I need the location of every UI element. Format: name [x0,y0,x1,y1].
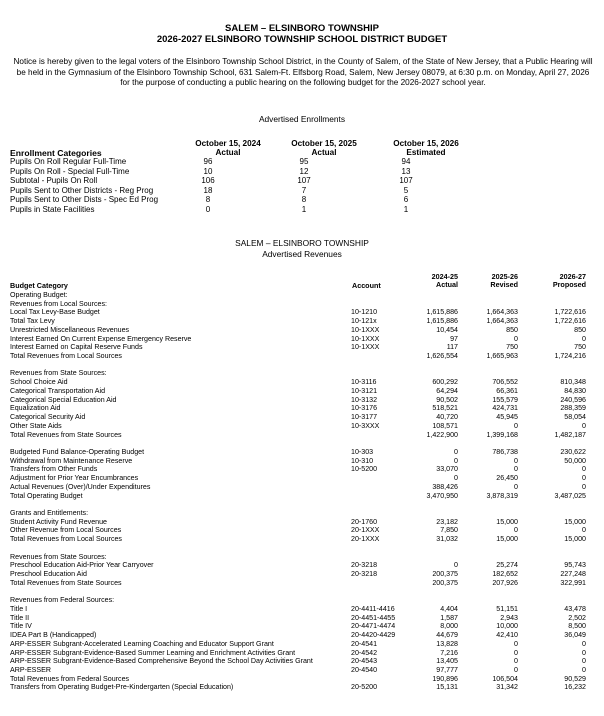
budget-category: Total Revenues from Federal Sources [10,674,130,683]
enrollment-col-header-2024 [178,139,278,157]
amount-2024-25: 33,070 [436,465,458,474]
account-number: 10-1XXX [351,325,380,334]
account-number: 10-303 [351,447,374,456]
enrollment-row-label: Pupils Sent to Other Districts - Reg Prog [10,185,154,195]
budget-category: Title II [10,613,30,622]
enrollment-value: 107 [399,176,413,186]
budget-category: Preschool Education Aid [10,570,87,579]
amount-2025-26: 42,410 [496,631,518,640]
amount-2025-26: 0 [514,665,518,674]
enrollment-row [10,167,490,176]
amount-2024-25: 600,292 [432,378,458,387]
budget-category: Revenues from State Sources: [10,552,107,561]
budget-category: ARP-ESSER [10,665,51,674]
amount-2024-25: 0 [454,447,458,456]
budget-row [10,474,590,482]
budget-row [10,631,590,639]
amount-2024-25: 1,587 [440,613,458,622]
account-number: 20-4541 [351,639,378,648]
amount-2026-27: 0 [582,474,586,483]
enrollment-value: 106 [201,176,215,186]
budget-row [10,640,590,648]
amount-2025-26: 0 [514,526,518,535]
enrollment-value: 95 [299,157,309,166]
amount-2024-25: 13,405 [436,657,458,666]
budget-category: Other State Aids [10,421,62,430]
amount-2024-25: 31,032 [436,535,458,544]
amount-2024-25: 13,828 [436,639,458,648]
budget-row [10,649,590,657]
amount-2026-27: 0 [582,648,586,657]
budget-row [10,413,590,421]
budget-row [10,518,590,526]
amount-2026-27: 0 [582,465,586,474]
enrollment-value: 0 [205,205,211,214]
amount-2025-26: 15,000 [496,517,518,526]
budget-row [10,535,590,543]
amount-2025-26: 1,664,363 [486,308,518,317]
amount-2026-27: 95,743 [564,561,586,570]
enrollment-row-label: Pupils On Roll - Special Full-Time [10,166,130,176]
amount-2026-27: 1,724,216 [554,352,586,361]
budget-category: Actual Revenues (Over)/Under Expenditures [10,482,151,491]
account-number: 10-1210 [351,308,378,317]
budget-row [10,622,590,630]
budget-row [10,465,590,473]
enrollment-col-header-2025 [274,139,374,157]
budget-row [10,308,590,316]
amount-2025-26: 0 [514,657,518,666]
budget-row [10,509,590,517]
public-hearing-notice: Notice is hereby given to the legal voters of the Elsinboro Township School District, in the County of Salem, of the State of New Jersey, that a Public Hearing will be held in the Gymnasium of the Elsinboro Township School, 631 Salem-Ft. Elfsborg Road, Salem, New Jersey 08079, at 6:30 p.m. on Monday, April 27, 2026 for the purpose of conducting a public hearing on the following budget for the 2026-2027 school year. [13,57,593,88]
account-number: 20-3218 [351,570,378,579]
budget-category: ARP-ESSER Subgrant-Evidence-Based Summer Learning and Enrichment Activities Grant [10,648,296,657]
budget-category: Title IV [10,622,32,631]
enrollment-value: 1 [403,205,409,214]
amount-2025-26: 182,652 [492,570,518,579]
amount-2026-27: 240,596 [560,395,586,404]
budget-row [10,431,590,439]
budget-category: IDEA Part B (Handicapped) [10,631,97,640]
col-year: 2025-26 [491,272,518,281]
budget-category: ARP-ESSER Subgrant-Accelerated Learning Coaching and Educator Support Grant [10,639,274,648]
amount-2025-26: 0 [514,465,518,474]
budget-category: Total Tax Levy [10,317,55,326]
spacer-row [10,500,590,508]
amount-2025-26: 706,552 [492,378,518,387]
enrollment-value: 96 [203,157,213,166]
amount-2026-27: 810,348 [560,378,586,387]
account-number: 20-4471-4474 [351,622,396,631]
amount-2025-26: 0 [514,421,518,430]
budget-row [10,570,590,578]
enrollment-col-date: October 15, 2024 [195,139,261,148]
account-number: 10-310 [351,456,374,465]
spacer-row [10,544,590,552]
budget-category-header: Budget Category [10,281,68,290]
amount-2025-26: 25,274 [496,561,518,570]
amount-2025-26: 45,945 [496,413,518,422]
enrollment-value: 8 [205,195,211,205]
amount-2024-25: 7,216 [440,648,458,657]
budget-category: Adjustment for Prior Year Encumbrances [10,474,139,483]
budget-row [10,492,590,500]
budget-row [10,422,590,430]
col-year: 2024-25 [431,272,458,281]
col-2024-25-header [432,273,458,289]
amount-2026-27: 0 [582,657,586,666]
amount-2025-26: 207,926 [492,578,518,587]
budget-row [10,396,590,404]
enrollment-value: 8 [301,195,307,205]
amount-2024-25: 10,454 [436,325,458,334]
account-number: 20-4411-4416 [351,604,395,613]
amount-2024-25: 518,521 [432,404,458,413]
budget-category: Student Activity Fund Revenue [10,517,108,526]
budget-category: Revenues from State Sources: [10,369,107,378]
amount-2025-26: 0 [514,456,518,465]
amount-2026-27: 58,054 [564,413,586,422]
budget-category: Categorical Special Education Aid [10,395,117,404]
budget-row [10,666,590,674]
account-number: 10-3177 [351,413,378,422]
budget-category: Total Revenues from State Sources [10,578,122,587]
amount-2024-25: 23,182 [436,517,458,526]
budget-category: Interest Earned on Capital Reserve Funds [10,343,143,352]
budget-row [10,326,590,334]
enrollment-row [10,157,490,166]
budget-row [10,526,590,534]
amount-2026-27: 43,478 [564,604,586,613]
amount-2024-25: 8,000 [440,622,458,631]
amount-2024-25: 40,720 [436,413,458,422]
budget-category: Preschool Education Aid-Prior Year Carryover [10,561,154,570]
amount-2025-26: 1,399,168 [486,430,518,439]
amount-2026-27: 50,000 [564,456,586,465]
amount-2024-25: 7,850 [440,526,458,535]
budget-category: Transfers from Operating Budget-Pre-Kindergarten (Special Education) [10,683,234,692]
account-number: 20-1760 [351,517,378,526]
budget-category: ARP-ESSER Subgrant-Evidence-Based Comprehensive Beyond the School Day Activities Grant [10,657,313,666]
enrollment-value: 18 [203,185,213,195]
enrollment-value: 12 [299,166,309,176]
amount-2026-27: 1,482,187 [554,430,586,439]
enrollment-row [10,186,490,195]
enrollment-value: 10 [203,166,213,176]
enrollment-value: 1 [301,205,307,214]
budget-row [10,657,590,665]
amount-2026-27: 230,622 [560,447,586,456]
amount-2026-27: 0 [582,334,586,343]
amount-2026-27: 84,830 [564,386,586,395]
enrollment-row [10,176,490,185]
budget-category: Categorical Security Aid [10,413,86,422]
amount-2026-27: 0 [582,421,586,430]
budget-title: 2026-2027 ELSINBORO TOWNSHIP SCHOOL DISTRICT BUDGET [156,34,448,45]
budget-category: Categorical Transportation Aid [10,386,106,395]
amount-2024-25: 0 [454,474,458,483]
amount-2025-26: 750 [506,343,518,352]
budget-row [10,291,590,299]
enrollment-row [10,195,490,204]
amount-2025-26: 0 [514,648,518,657]
budget-category: Total Revenues from Local Sources [10,535,122,544]
budget-category: School Choice Aid [10,378,68,387]
amount-2025-26: 26,450 [496,474,518,483]
amount-2024-25: 4,404 [440,604,458,613]
amount-2025-26: 51,151 [496,604,518,613]
enrollment-value: 94 [401,157,411,166]
account-number: 20-3218 [351,561,378,570]
amount-2024-25: 190,896 [432,674,458,683]
col-2025-26-header [490,273,518,289]
account-number: 10-121x [351,317,377,326]
budget-row [10,343,590,351]
spacer-row [10,587,590,595]
amount-2024-25: 1,626,554 [426,352,458,361]
col-2026-27-header [553,273,586,289]
col-type: Actual [436,280,458,289]
amount-2026-27: 90,529 [564,674,586,683]
enrollment-value: 7 [301,185,307,195]
account-number: 10-3132 [351,395,378,404]
amount-2024-25: 200,375 [432,578,458,587]
budget-category: Local Tax Levy-Base Budget [10,308,100,317]
amount-2024-25: 1,422,900 [426,430,458,439]
budget-row [10,457,590,465]
amount-2026-27: 750 [574,343,586,352]
amount-2024-25: 44,679 [436,631,458,640]
account-number: 10-1XXX [351,334,380,343]
amount-2024-25: 108,571 [432,421,458,430]
revenues-district-title: SALEM – ELSINBORO TOWNSHIP [235,238,369,248]
amount-2025-26: 0 [514,639,518,648]
amount-2025-26: 15,000 [496,535,518,544]
amount-2026-27: 322,991 [560,578,586,587]
amount-2026-27: 3,487,025 [554,491,586,500]
amount-2026-27: 0 [582,639,586,648]
account-number: 20-5200 [351,683,378,692]
account-number: 20-4543 [351,657,378,666]
budget-category: Revenues from Local Sources: [10,299,107,308]
budget-category: Total Revenues from State Sources [10,430,122,439]
budget-row [10,300,590,308]
account-number: 10-3XXX [351,421,380,430]
enrollment-col-date: October 15, 2026 [393,139,459,148]
amount-2026-27: 16,232 [564,683,586,692]
budget-category: Total Operating Budget [10,491,83,500]
amount-2025-26: 424,731 [492,404,518,413]
amount-2025-26: 155,579 [492,395,518,404]
spacer-row [10,361,590,369]
amount-2024-25: 15,131 [436,683,458,692]
budget-category: Transfers from Other Funds [10,465,98,474]
amount-2026-27: 0 [582,665,586,674]
enrollment-value: 5 [403,185,409,195]
enrollment-row-label: Pupils On Roll Regular Full-Time [10,157,127,166]
amount-2024-25: 0 [454,456,458,465]
budget-category: Other Revenue from Local Sources [10,526,122,535]
amount-2025-26: 66,361 [496,386,518,395]
amount-2026-27: 0 [582,526,586,535]
amount-2026-27: 1,722,616 [554,317,586,326]
budget-row [10,605,590,613]
account-number: 10-5200 [351,465,378,474]
budget-row [10,448,590,456]
col-type: Revised [490,280,518,289]
enrollment-col-type: Actual [311,148,337,157]
budget-category: Interest Earned On Current Expense Emergency Reserve [10,334,192,343]
budget-category: Revenues from Federal Sources: [10,596,115,605]
amount-2025-26: 786,738 [492,447,518,456]
amount-2026-27: 8,500 [568,622,586,631]
enrollment-col-type: Actual [215,148,241,157]
amount-2026-27: 288,359 [560,404,586,413]
account-number: 20-4420-4429 [351,631,396,640]
budget-category: Withdrawal from Maintenance Reserve [10,456,133,465]
amount-2024-25: 1,615,886 [426,308,458,317]
enrollments-heading: Advertised Enrollments [258,114,346,124]
enrollment-col-header-2026 [376,139,476,157]
amount-2024-25: 3,470,950 [426,491,458,500]
enrollment-value: 13 [401,166,411,176]
amount-2024-25: 0 [454,561,458,570]
amount-2024-25: 97 [450,334,458,343]
amount-2025-26: 2,943 [500,613,518,622]
amount-2025-26: 106,504 [492,674,518,683]
amount-2026-27: 2,502 [568,613,586,622]
enrollment-value: 6 [403,195,409,205]
account-number: 10-3121 [351,386,378,395]
amount-2025-26: 0 [514,334,518,343]
account-number: 20-1XXX [351,526,380,535]
budget-row [10,378,590,386]
budget-row [10,596,590,604]
budget-row [10,335,590,343]
account-number: 20-4540 [351,665,378,674]
budget-row [10,614,590,622]
amount-2026-27: 15,000 [564,535,586,544]
budget-row [10,387,590,395]
amount-2025-26: 0 [514,482,518,491]
amount-2025-26: 1,664,363 [486,317,518,326]
amount-2024-25: 64,294 [436,386,458,395]
account-header: Account [352,281,381,290]
amount-2024-25: 97,777 [436,665,458,674]
amount-2024-25: 117 [446,343,458,352]
col-type: Proposed [552,280,586,289]
enrollment-row-label: Pupils in State Facilities [10,205,95,214]
budget-row [10,553,590,561]
budget-row [10,352,590,360]
enrollment-row [10,205,490,214]
amount-2026-27: 850 [574,325,586,334]
enrollment-categories-header: Enrollment Categories [10,148,102,158]
amount-2024-25: 200,375 [432,570,458,579]
budget-category: Operating Budget: [10,291,68,299]
amount-2026-27: 36,049 [564,631,586,640]
account-number: 10-3116 [351,378,377,387]
enrollment-col-date: October 15, 2025 [291,139,357,148]
revenues-heading: Advertised Revenues [262,249,342,259]
budget-category: Budgeted Fund Balance-Operating Budget [10,447,145,456]
amount-2025-26: 31,342 [496,683,518,692]
budget-category: Total Revenues from Local Sources [10,352,122,361]
budget-category: Unrestricted Miscellaneous Revenues [10,325,130,334]
budget-row [10,369,590,377]
budget-category: Equalization Aid [10,404,61,413]
budget-row [10,317,590,325]
amount-2026-27: 15,000 [564,517,586,526]
account-number: 10-1XXX [351,343,380,352]
budget-row [10,675,590,683]
account-number: 20-4451-4455 [351,613,396,622]
enrollment-value: 107 [297,176,311,186]
amount-2025-26: 850 [506,325,518,334]
budget-row [10,683,590,691]
account-number: 10-3176 [351,404,378,413]
account-number: 20-4542 [351,648,378,657]
enrollment-row-label: Pupils Sent to Other Dists - Spec Ed Prog [10,195,159,205]
district-title: SALEM – ELSINBORO TOWNSHIP [225,23,379,34]
amount-2025-26: 1,665,963 [486,352,518,361]
spacer-row [10,439,590,447]
account-number: 20-1XXX [351,535,380,544]
col-year: 2026-27 [559,272,586,281]
budget-category: Grants and Entitlements: [10,509,89,517]
budget-category: Title I [10,604,28,613]
enrollment-row-label: Subtotal - Pupils On Roll [10,176,98,186]
amount-2024-25: 1,615,886 [426,317,458,326]
budget-row [10,561,590,569]
amount-2025-26: 3,878,319 [486,491,518,500]
budget-row [10,579,590,587]
enrollment-col-type: Estimated [406,148,446,157]
amount-2026-27: 1,722,616 [554,308,586,317]
amount-2026-27: 0 [582,482,586,491]
amount-2026-27: 227,248 [560,570,586,579]
budget-row [10,483,590,491]
amount-2025-26: 10,000 [496,622,518,631]
amount-2024-25: 90,502 [436,395,458,404]
budget-row [10,404,590,412]
amount-2024-25: 388,426 [432,482,458,491]
